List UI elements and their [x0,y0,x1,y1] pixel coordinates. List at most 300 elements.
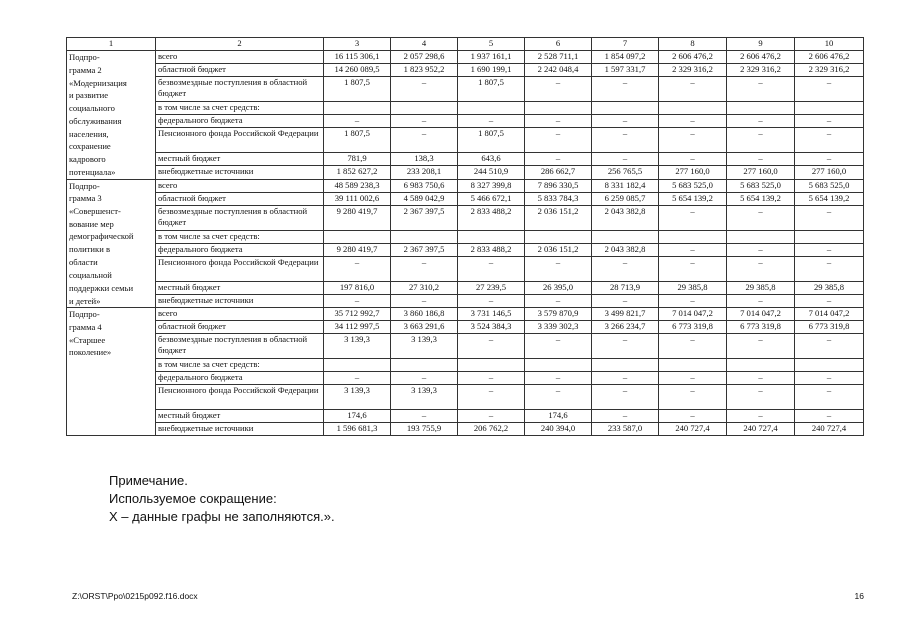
note-line-2: X – данные графы не заполняются.». [109,509,335,524]
value-cell: – [727,295,795,308]
value-cell: 138,3 [391,153,458,166]
value-cell: 5 683 525,0 [727,179,795,192]
value-cell: – [727,410,795,423]
value-cell: – [592,372,659,385]
value-cell [458,359,525,372]
column-header: 9 [727,38,795,51]
value-cell [324,230,391,243]
table-row [67,128,864,153]
subprogram-name-cell [67,243,156,256]
value-cell: – [659,153,727,166]
value-cell: – [795,115,864,128]
value-cell: – [795,410,864,423]
value-cell: 5 654 139,2 [659,192,727,205]
value-cell: 244 510,9 [458,166,525,179]
value-cell [795,230,864,243]
value-cell: – [458,385,525,410]
table-row [67,243,864,256]
value-cell: – [458,334,525,359]
row-label: внебюджетные источники [156,166,324,179]
value-cell: 1 854 097,2 [592,51,659,64]
value-cell: – [795,77,864,102]
value-cell: 2 036 151,2 [525,205,592,230]
value-cell: 5 683 525,0 [659,179,727,192]
subprogram-name-line: вование мер [69,218,114,229]
value-cell: 16 115 306,1 [324,51,391,64]
subprogram-name-cell [67,295,156,308]
value-cell: 240 727,4 [659,423,727,436]
value-cell: 5 466 672,1 [458,192,525,205]
subprogram-name-cell [67,64,156,77]
value-cell: – [659,256,727,281]
value-cell: – [324,295,391,308]
value-cell: 9 280 419,7 [324,243,391,256]
value-cell: – [795,295,864,308]
value-cell: 2 833 488,2 [458,243,525,256]
value-cell: – [727,128,795,153]
value-cell: – [525,256,592,281]
table-row [67,372,864,385]
row-label: Пенсионного фонда Российской Федерации [156,256,324,281]
value-cell: – [659,385,727,410]
value-cell: 233 587,0 [592,423,659,436]
column-header: 2 [156,38,324,51]
value-cell: – [525,385,592,410]
table-row [67,230,864,243]
row-label: федерального бюджета [156,115,324,128]
subprogram-name-line: обслуживания [69,115,122,126]
table-row [67,179,864,192]
table-row [67,166,864,179]
subprogram-name-line: и развитие [69,90,109,101]
value-cell: – [727,243,795,256]
value-cell: – [659,115,727,128]
value-cell: – [727,153,795,166]
row-label: безвозмездные поступления в областной бюджет [156,334,324,359]
value-cell: 3 139,3 [391,385,458,410]
value-cell: 3 339 302,3 [525,321,592,334]
value-cell: – [659,128,727,153]
value-cell: 5 683 525,0 [795,179,864,192]
row-label: всего [156,308,324,321]
value-cell [659,359,727,372]
value-cell: – [525,77,592,102]
value-cell [659,230,727,243]
subprogram-name-cell [67,230,156,243]
value-cell: – [525,128,592,153]
value-cell [525,230,592,243]
value-cell: 233 208,1 [391,166,458,179]
value-cell [659,102,727,115]
value-cell [592,230,659,243]
subprogram-name-cell [67,77,156,102]
value-cell: – [592,115,659,128]
footer-file-path: Z:\ORST\Ppo\0215p092.f16.docx [72,591,198,601]
budget-table [66,37,864,436]
value-cell [324,102,391,115]
subprogram-name-line: поддержки семьи [69,282,134,293]
table-row [67,308,864,321]
value-cell: 6 773 319,8 [727,321,795,334]
value-cell: 643,6 [458,153,525,166]
value-cell: 2 606 476,2 [795,51,864,64]
subprogram-name-line: социального [69,102,115,113]
subprogram-name-cell [67,102,156,115]
value-cell: – [391,372,458,385]
value-cell: 6 983 750,6 [391,179,458,192]
value-cell: 39 111 002,6 [324,192,391,205]
value-cell: 29 385,8 [659,282,727,295]
subprogram-name-line: грамма 3 [69,193,102,204]
value-cell: 27 239,5 [458,282,525,295]
value-cell: – [659,77,727,102]
table-row [67,295,864,308]
value-cell: – [727,372,795,385]
value-cell: – [795,372,864,385]
value-cell: – [592,410,659,423]
subprogram-name-cell [67,153,156,166]
column-header: 4 [391,38,458,51]
table-row [67,51,864,64]
table-row [67,334,864,359]
value-cell: 174,6 [525,410,592,423]
value-cell: 277 160,0 [659,166,727,179]
table-row [67,192,864,205]
subprogram-name-line: поколение» [69,347,112,358]
value-cell: 256 765,5 [592,166,659,179]
value-cell: – [727,334,795,359]
value-cell: 3 524 384,3 [458,321,525,334]
subprogram-name-line: потенциала» [69,166,116,177]
value-cell: 3 731 146,5 [458,308,525,321]
row-label: внебюджетные источники [156,423,324,436]
table-row [67,410,864,423]
value-cell: – [391,128,458,153]
value-cell: – [727,256,795,281]
value-cell: 1 852 627,2 [324,166,391,179]
row-label: в том числе за счет средств: [156,230,324,243]
column-header: 7 [592,38,659,51]
value-cell: 240 727,4 [727,423,795,436]
value-cell: – [727,77,795,102]
value-cell: – [525,372,592,385]
value-cell: 1 823 952,2 [391,64,458,77]
value-cell: 7 014 047,2 [795,308,864,321]
value-cell [525,102,592,115]
subprogram-name-line: населения, [69,128,109,139]
table-row [67,359,864,372]
value-cell: 5 654 139,2 [727,192,795,205]
value-cell: 1 597 331,7 [592,64,659,77]
value-cell: 3 139,3 [391,334,458,359]
value-cell [727,102,795,115]
value-cell: 2 057 298,6 [391,51,458,64]
subprogram-name-line: грамма 2 [69,64,102,75]
value-cell: – [659,205,727,230]
value-cell [391,102,458,115]
value-cell: 2 606 476,2 [727,51,795,64]
value-cell: – [659,410,727,423]
subprogram-name-cell [67,308,156,321]
value-cell: 1 807,5 [324,128,391,153]
value-cell: – [592,77,659,102]
value-cell: – [458,115,525,128]
value-cell: 1 807,5 [324,77,391,102]
value-cell: 781,9 [324,153,391,166]
value-cell: 5 654 139,2 [795,192,864,205]
value-cell: – [592,385,659,410]
value-cell: – [592,153,659,166]
row-label: областной бюджет [156,321,324,334]
row-label: областной бюджет [156,192,324,205]
table-row [67,102,864,115]
value-cell: 277 160,0 [727,166,795,179]
value-cell: 206 762,2 [458,423,525,436]
subprogram-name-line: «Модернизация [69,77,127,88]
value-cell: 6 773 319,8 [659,321,727,334]
value-cell: 7 014 047,2 [727,308,795,321]
table-row [67,321,864,334]
column-header: 5 [458,38,525,51]
footer-page-number: 16 [854,591,864,601]
subprogram-name-line: социальной [69,269,112,280]
row-label: всего [156,51,324,64]
row-label: местный бюджет [156,153,324,166]
value-cell [592,359,659,372]
value-cell: 7 014 047,2 [659,308,727,321]
value-cell: – [458,410,525,423]
value-cell: 1 807,5 [458,77,525,102]
value-cell: 9 280 419,7 [324,205,391,230]
table-row [67,115,864,128]
subprogram-name-cell [67,385,156,410]
value-cell: 7 896 330,5 [525,179,592,192]
value-cell: 193 755,9 [391,423,458,436]
value-cell: 1 807,5 [458,128,525,153]
subprogram-name-cell [67,282,156,295]
value-cell: 2 329 316,2 [727,64,795,77]
subprogram-name-line: демографической [69,231,134,242]
row-label: федерального бюджета [156,372,324,385]
value-cell: – [592,256,659,281]
row-label: Пенсионного фонда Российской Федерации [156,128,324,153]
value-cell: 8 331 182,4 [592,179,659,192]
value-cell: 26 395,0 [525,282,592,295]
subprogram-name-cell [67,321,156,334]
subprogram-name-line: кадрового [69,153,106,164]
value-cell: 8 327 399,8 [458,179,525,192]
value-cell: – [795,128,864,153]
table-row [67,423,864,436]
value-cell [391,230,458,243]
value-cell: 2 043 382,8 [592,243,659,256]
value-cell: 3 499 821,7 [592,308,659,321]
value-cell: – [458,295,525,308]
value-cell: 277 160,0 [795,166,864,179]
subprogram-name-cell [67,256,156,281]
value-cell: 48 589 238,3 [324,179,391,192]
row-label: местный бюджет [156,410,324,423]
value-cell: – [727,205,795,230]
value-cell: – [659,243,727,256]
value-cell: 6 259 085,7 [592,192,659,205]
subprogram-name-line: Подпро- [69,52,100,62]
table-header-row [67,38,864,51]
value-cell: 2 528 711,1 [525,51,592,64]
row-label: местный бюджет [156,282,324,295]
value-cell: – [727,385,795,410]
value-cell: 27 310,2 [391,282,458,295]
subprogram-name-cell [67,372,156,385]
subprogram-name-cell [67,192,156,205]
value-cell [795,359,864,372]
value-cell [324,359,391,372]
table-row [67,153,864,166]
value-cell: 2 606 476,2 [659,51,727,64]
row-label: в том числе за счет средств: [156,359,324,372]
value-cell: – [592,295,659,308]
table-row [67,256,864,281]
subprogram-name-cell [67,359,156,372]
value-cell: 14 260 089,5 [324,64,391,77]
row-label: федерального бюджета [156,243,324,256]
value-cell: 35 712 992,7 [324,308,391,321]
value-cell: 29 385,8 [795,282,864,295]
value-cell: – [525,115,592,128]
value-cell: 2 833 488,2 [458,205,525,230]
subprogram-name-line: Подпро- [69,180,100,191]
value-cell: – [795,334,864,359]
value-cell: 3 139,3 [324,385,391,410]
subprogram-name-cell [67,166,156,179]
value-cell: 240 727,4 [795,423,864,436]
value-cell: – [391,77,458,102]
value-cell [458,230,525,243]
subprogram-name-cell [67,334,156,359]
row-label: областной бюджет [156,64,324,77]
value-cell: 2 036 151,2 [525,243,592,256]
value-cell: 5 833 784,3 [525,192,592,205]
subprogram-name-line: сохранение [69,141,111,152]
value-cell: 2 329 316,2 [795,64,864,77]
table-row [67,77,864,102]
value-cell: – [391,115,458,128]
value-cell: 197 816,0 [324,282,391,295]
subprogram-name-cell [67,51,156,64]
value-cell: – [525,334,592,359]
table-row [67,385,864,410]
value-cell: 3 266 234,7 [592,321,659,334]
value-cell: – [659,334,727,359]
value-cell: 3 139,3 [324,334,391,359]
value-cell [391,359,458,372]
column-header: 10 [795,38,864,51]
subprogram-name-cell [67,128,156,153]
value-cell: – [391,295,458,308]
value-cell: 6 773 319,8 [795,321,864,334]
value-cell: 3 663 291,6 [391,321,458,334]
value-cell: – [795,153,864,166]
subprogram-name-cell [67,205,156,230]
value-cell: – [324,115,391,128]
subprogram-name-line: грамма 4 [69,321,102,332]
column-header: 6 [525,38,592,51]
note-title: Примечание. [109,473,188,488]
row-label: всего [156,179,324,192]
value-cell: – [458,256,525,281]
value-cell: 1 596 681,3 [324,423,391,436]
value-cell [795,102,864,115]
column-header: 1 [67,38,156,51]
value-cell: 29 385,8 [727,282,795,295]
value-cell: 174,6 [324,410,391,423]
value-cell: 2 242 048,4 [525,64,592,77]
column-header: 3 [324,38,391,51]
value-cell: – [592,128,659,153]
value-cell [458,102,525,115]
table-row [67,205,864,230]
value-cell: – [795,256,864,281]
row-label: безвозмездные поступления в областной бюджет [156,205,324,230]
value-cell: – [391,256,458,281]
value-cell: – [324,256,391,281]
value-cell [592,102,659,115]
value-cell: – [727,115,795,128]
value-cell: 2 367 397,5 [391,243,458,256]
row-label: Пенсионного фонда Российской Федерации [156,385,324,410]
subprogram-name-line: «Старшее [69,334,106,345]
value-cell: – [795,243,864,256]
subprogram-name-cell [67,179,156,192]
row-label: внебюджетные источники [156,295,324,308]
subprogram-name-cell [67,115,156,128]
value-cell: 28 713,9 [592,282,659,295]
value-cell: 2 043 382,8 [592,205,659,230]
subprogram-name-line: области [69,257,98,268]
value-cell: 34 112 997,5 [324,321,391,334]
value-cell: – [795,385,864,410]
value-cell: – [659,295,727,308]
subprogram-name-line: политики в [69,244,111,255]
value-cell: – [391,410,458,423]
value-cell: – [659,372,727,385]
value-cell: – [458,372,525,385]
subprogram-name-line: и детей» [69,295,101,306]
value-cell: 1 690 199,1 [458,64,525,77]
row-label: безвозмездные поступления в областной бюджет [156,77,324,102]
value-cell [727,359,795,372]
subprogram-name-line: Подпро- [69,309,100,320]
value-cell: 1 937 161,1 [458,51,525,64]
value-cell: 4 589 042,9 [391,192,458,205]
subprogram-name-cell [67,423,156,436]
subprogram-name-cell [67,410,156,423]
value-cell: – [795,205,864,230]
value-cell: 2 329 316,2 [659,64,727,77]
row-label: в том числе за счет средств: [156,102,324,115]
table-row [67,64,864,77]
value-cell: 3 860 186,8 [391,308,458,321]
value-cell: – [592,334,659,359]
value-cell: – [525,295,592,308]
value-cell: 240 394,0 [525,423,592,436]
column-header: 8 [659,38,727,51]
table-row [67,282,864,295]
subprogram-name-line: «Совершенст- [69,206,121,217]
value-cell: 3 579 870,9 [525,308,592,321]
value-cell: 2 367 397,5 [391,205,458,230]
note-line-1: Используемое сокращение: [109,491,277,506]
